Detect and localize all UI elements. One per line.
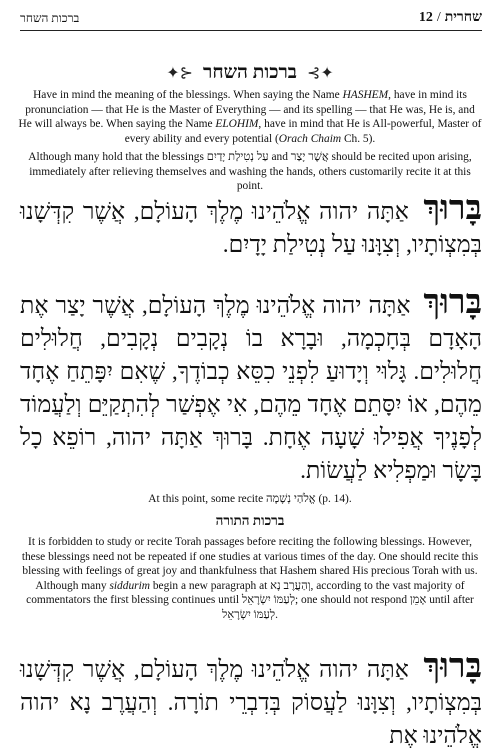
service-name: שחרית	[444, 10, 482, 25]
left-ornament-icon: ✦⊱	[166, 65, 194, 82]
blessing-opening-word: בָּרוּךְ	[423, 648, 483, 685]
blessing-asher-yatzar	[20, 286, 482, 488]
blessing-torah	[20, 650, 482, 753]
torah-intro-paragraph: It is forbidden to study or recite Torah passages before reciting the following blessings. However, these blessings need not be repeated if one studies at various times of the day. One should recite this blessing with feelings of great joy and thankfulness that Hashem shared His precious Torah with us. Although many siddurim begin a new paragraph at וְהַעֲרֶב נָא, according to the vast majority of commentators the first blessing continues until לְעַמּוֹ יִשְׂרָאֵל; one should not respond אָמֵן until after לְעַמּוֹ יִשְׂרָאֵל.	[21, 536, 479, 621]
right-ornament-icon: ⊰✦	[306, 65, 334, 82]
torah-blessings-heading: ברכות התורה	[215, 513, 285, 528]
blessing-opening-word: בָּרוּךְ	[423, 284, 482, 321]
blessing-text: אַתָּה יהוה אֱלֹהֵינוּ מֶלֶךְ הָעוֹלָם, אֲשֶׁר קִדְּשָׁנוּ בְּמִצְוֹתָיו, וְצִוָּנוּ עַל נְטִילַת יָדָיִם.	[20, 199, 482, 258]
intro-paragraph-2: Although many hold that the blessings עַל נְטִילַת יָדַיִם and אֲשֶׁר יָצַר should be recited upon arising, immediately after relieving themselves and washing the hands, others customarily recite it at this point.	[28, 151, 472, 192]
recite-note: At this point, some recite אֱלֹהַי נְשָׁמָה (p. 14).	[148, 493, 352, 505]
page-number: 12	[418, 10, 433, 25]
section-title: ברכות השחר	[20, 10, 80, 25]
running-header	[20, 6, 482, 31]
blessing-opening-word: בָּרוּךְ	[423, 190, 483, 227]
title-row	[0, 60, 500, 86]
intro-paragraph-1: Have in mind the meaning of the blessings. When saying the Name HASHEM, have in mind its pronunciation — that He is the Master of Everything — and its spelling — that He was, He is, and He will always be. When saying the Name ELOHIM, have in mind that He is All-powerful, Master of every ability and every potential (Orach Chaim Ch. 5).	[18, 89, 482, 145]
blessing-netilat-yadayim	[20, 192, 482, 262]
section-heading: ברכות השחר	[203, 62, 297, 83]
blessing-text: אַתָּה יהוה אֱלֹהֵינוּ מֶלֶךְ הָעוֹלָם, אֲשֶׁר יָצַר אֶת הָאָדָם בְּחָכְמָה, וּבָרָא בוֹ נְקָבִים נְקָבִים, חֲלוּלִים חֲלוּלִים. גָּלוּי וְיָדוּעַ לִפְנֵי כִסֵּא כְבוֹדֶךָ, שֶׁאִם יִפָּתֵחַ אֶחָד מֵהֶם, אוֹ יִסָּתֵם אֶחָד מֵהֶם, אִי אֶפְשַׁר לְהִתְקַיֵּם וְלַעֲמוֹד לְפָנֶיךָ אֲפִילוּ שָׁעָה אֶחָת. בָּרוּךְ אַתָּה יהוה, רוֹפֵא כָל בָּשָׂר וּמַפְלִיא לַעֲשׂוֹת.	[20, 293, 482, 484]
page-info: 12 / שחרית	[418, 10, 482, 25]
blessing-text: אַתָּה יהוה אֱלֹהֵינוּ מֶלֶךְ הָעוֹלָם, אֲשֶׁר קִדְּשָׁנוּ בְּמִצְוֹתָיו, וְצִוָּנוּ לַעֲסוֹק בְּדִבְרֵי תוֹרָה. וְהַעֲרֶב נָא יהוה אֱלֹהֵינוּ אֶת	[20, 657, 482, 749]
